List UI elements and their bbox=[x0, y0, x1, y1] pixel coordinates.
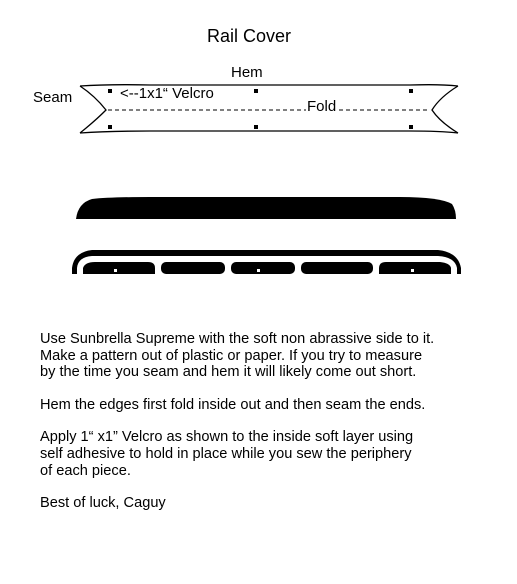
rail-segment bbox=[301, 262, 373, 274]
velcro-label: <--1x1“ Velcro bbox=[120, 85, 214, 102]
instruction-paragraph: Use Sunbrella Supreme with the soft non abrassive side to it. Make a pattern out of plastic or paper. If you try to measure by the time you seam and hem it will likely come out short. bbox=[40, 331, 435, 381]
rail-cover-top-view bbox=[76, 197, 456, 219]
seam-label: Seam bbox=[33, 89, 73, 106]
rail-cover-segmented-view bbox=[72, 250, 461, 274]
velcro-marker bbox=[409, 89, 413, 93]
signoff: Best of luck, Caguy bbox=[40, 495, 166, 512]
velcro-marker bbox=[254, 125, 258, 129]
pattern-right-seam bbox=[432, 86, 458, 133]
rail-segment bbox=[231, 262, 295, 274]
velcro-marker bbox=[114, 269, 117, 272]
velcro-marker bbox=[409, 125, 413, 129]
pattern-bottom-edge bbox=[80, 131, 458, 133]
instruction-paragraph: Hem the edges first fold inside out and then seam the ends. bbox=[40, 396, 426, 413]
diagram-title: Rail Cover bbox=[206, 26, 292, 46]
rail-segment bbox=[161, 262, 225, 274]
pattern-left-seam bbox=[80, 86, 106, 133]
velcro-marker bbox=[108, 89, 112, 93]
fold-label: Fold bbox=[307, 98, 337, 115]
velcro-marker bbox=[254, 89, 258, 93]
velcro-marker bbox=[257, 269, 260, 272]
rail-segment bbox=[379, 262, 451, 274]
hem-label: Hem bbox=[231, 64, 263, 81]
instruction-paragraph: Apply 1“ x1” Velcro as shown to the inside soft layer using self adhesive to hold in place while you sew the periphery of each piece. bbox=[40, 429, 414, 479]
rail-segment bbox=[83, 262, 155, 274]
velcro-marker bbox=[108, 125, 112, 129]
velcro-marker bbox=[411, 269, 414, 272]
instructions-text bbox=[40, 331, 500, 528]
